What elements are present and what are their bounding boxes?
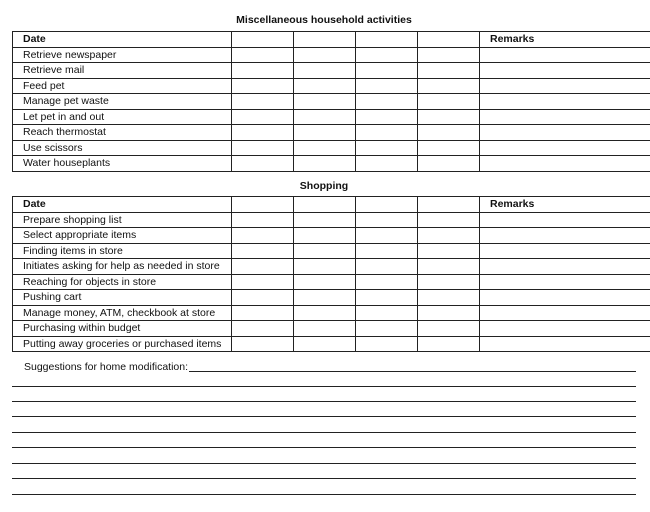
suggestions-write-line[interactable]: [12, 478, 636, 479]
date-cell[interactable]: [356, 78, 418, 94]
activity-label: Retrieve newspaper: [13, 47, 232, 63]
suggestions-write-line[interactable]: [189, 371, 636, 372]
shopping-table: [12, 196, 650, 352]
suggestions-write-line[interactable]: [12, 401, 636, 402]
misc-activities-table: [12, 31, 650, 172]
date-cell[interactable]: [232, 156, 294, 172]
table-row: [13, 336, 650, 352]
suggestions-write-line[interactable]: [12, 447, 636, 448]
date-cell[interactable]: [294, 243, 356, 259]
remarks-cell[interactable]: [480, 63, 650, 79]
date-cell[interactable]: [356, 274, 418, 290]
activity-label: Putting away groceries or purchased items: [13, 336, 232, 352]
date-cell[interactable]: [418, 47, 480, 63]
date-cell[interactable]: [356, 63, 418, 79]
date-cell[interactable]: [232, 32, 294, 48]
date-cell[interactable]: [232, 109, 294, 125]
date-cell[interactable]: [232, 78, 294, 94]
table-header-row: [13, 197, 650, 213]
remarks-cell[interactable]: [480, 156, 650, 172]
activity-label: Initiates asking for help as needed in store: [13, 259, 232, 275]
date-cell[interactable]: [232, 336, 294, 352]
date-cell[interactable]: [356, 290, 418, 306]
date-cell[interactable]: [294, 259, 356, 275]
date-cell[interactable]: [418, 140, 480, 156]
date-cell[interactable]: [356, 94, 418, 110]
table-row: [13, 243, 650, 259]
activity-label: Feed pet: [13, 78, 232, 94]
activity-label: Pushing cart: [13, 290, 232, 306]
remarks-cell[interactable]: [480, 336, 650, 352]
shopping-section-title: Shopping: [299, 180, 349, 192]
activity-label: Reach thermostat: [13, 125, 232, 141]
suggestions-write-line[interactable]: [12, 386, 636, 387]
date-cell[interactable]: [232, 290, 294, 306]
misc-section-title: Miscellaneous household activities: [236, 14, 412, 26]
date-cell[interactable]: [294, 63, 356, 79]
date-cell[interactable]: [294, 47, 356, 63]
date-cell[interactable]: [232, 321, 294, 337]
date-cell[interactable]: [418, 94, 480, 110]
remarks-cell[interactable]: [480, 78, 650, 94]
date-cell[interactable]: [356, 140, 418, 156]
table-row: [13, 47, 650, 63]
date-cell[interactable]: [356, 125, 418, 141]
date-cell[interactable]: [232, 243, 294, 259]
date-cell[interactable]: [418, 259, 480, 275]
date-cell[interactable]: [356, 305, 418, 321]
date-cell[interactable]: [356, 197, 418, 213]
suggestions-write-line[interactable]: [12, 463, 636, 464]
date-cell[interactable]: [356, 243, 418, 259]
remarks-cell[interactable]: [480, 274, 650, 290]
date-cell[interactable]: [356, 321, 418, 337]
date-cell[interactable]: [418, 78, 480, 94]
date-cell[interactable]: [294, 274, 356, 290]
date-cell[interactable]: [294, 94, 356, 110]
remarks-cell[interactable]: [480, 125, 650, 141]
suggestions-write-line[interactable]: [12, 432, 636, 433]
date-cell[interactable]: [294, 305, 356, 321]
activity-label: Manage money, ATM, checkbook at store: [13, 305, 232, 321]
date-cell[interactable]: [356, 212, 418, 228]
suggestions-write-line[interactable]: [12, 416, 636, 417]
date-cell[interactable]: [418, 290, 480, 306]
date-cell[interactable]: [418, 32, 480, 48]
activity-label: Retrieve mail: [13, 63, 232, 79]
table-row: [13, 125, 650, 141]
date-cell[interactable]: [232, 125, 294, 141]
date-cell[interactable]: [294, 32, 356, 48]
date-cell[interactable]: [232, 47, 294, 63]
date-cell[interactable]: [356, 228, 418, 244]
date-cell[interactable]: [294, 125, 356, 141]
date-cell[interactable]: [418, 274, 480, 290]
date-cell[interactable]: [294, 212, 356, 228]
remarks-cell[interactable]: [480, 305, 650, 321]
date-cell[interactable]: [294, 140, 356, 156]
date-cell[interactable]: [418, 156, 480, 172]
remarks-cell[interactable]: [480, 140, 650, 156]
date-cell[interactable]: [232, 305, 294, 321]
table-row: [13, 140, 650, 156]
date-cell[interactable]: [418, 63, 480, 79]
date-cell[interactable]: [356, 336, 418, 352]
date-cell[interactable]: [418, 109, 480, 125]
activity-label: Prepare shopping list: [13, 212, 232, 228]
date-cell[interactable]: [232, 259, 294, 275]
date-cell[interactable]: [418, 212, 480, 228]
date-cell[interactable]: [418, 321, 480, 337]
date-cell[interactable]: [232, 63, 294, 79]
date-cell[interactable]: [356, 259, 418, 275]
date-cell[interactable]: [294, 156, 356, 172]
date-cell[interactable]: [418, 197, 480, 213]
date-cell[interactable]: [294, 321, 356, 337]
activity-label: Select appropriate items: [13, 228, 232, 244]
date-cell[interactable]: [232, 197, 294, 213]
date-cell[interactable]: [294, 197, 356, 213]
date-cell[interactable]: [418, 243, 480, 259]
table-row: [13, 321, 650, 337]
date-cell[interactable]: [232, 274, 294, 290]
date-cell[interactable]: [232, 94, 294, 110]
date-cell[interactable]: [418, 336, 480, 352]
table-row: [13, 63, 650, 79]
date-cell[interactable]: [418, 125, 480, 141]
table-row: [13, 156, 650, 172]
table-row: [13, 305, 650, 321]
table-row: [13, 290, 650, 306]
table-row: [13, 94, 650, 110]
date-cell[interactable]: [232, 140, 294, 156]
remarks-header: Remarks: [480, 197, 650, 213]
remarks-cell[interactable]: [480, 94, 650, 110]
activity-label: Manage pet waste: [13, 94, 232, 110]
table-row: [13, 259, 650, 275]
date-header: Date: [13, 32, 232, 48]
activity-label: Finding items in store: [13, 243, 232, 259]
activity-label: Let pet in and out: [13, 109, 232, 125]
table-row: [13, 212, 650, 228]
suggestions-label: Suggestions for home modification:: [24, 361, 189, 373]
date-cell[interactable]: [232, 228, 294, 244]
date-cell[interactable]: [356, 32, 418, 48]
date-cell[interactable]: [294, 290, 356, 306]
date-cell[interactable]: [294, 228, 356, 244]
remarks-cell[interactable]: [480, 259, 650, 275]
table-row: [13, 274, 650, 290]
date-cell[interactable]: [294, 109, 356, 125]
remarks-header: Remarks: [480, 32, 650, 48]
date-header: Date: [13, 197, 232, 213]
date-cell[interactable]: [294, 78, 356, 94]
remarks-cell[interactable]: [480, 47, 650, 63]
date-cell[interactable]: [356, 109, 418, 125]
date-cell[interactable]: [418, 305, 480, 321]
date-cell[interactable]: [356, 156, 418, 172]
activity-label: Reaching for objects in store: [13, 274, 232, 290]
activity-label: Water houseplants: [13, 156, 232, 172]
date-cell[interactable]: [294, 336, 356, 352]
suggestions-write-line[interactable]: [12, 494, 636, 495]
remarks-cell[interactable]: [480, 228, 650, 244]
activity-label: Purchasing within budget: [13, 321, 232, 337]
table-row: [13, 78, 650, 94]
remarks-cell[interactable]: [480, 321, 650, 337]
remarks-cell[interactable]: [480, 109, 650, 125]
remarks-cell[interactable]: [480, 243, 650, 259]
date-cell[interactable]: [418, 228, 480, 244]
table-row: [13, 109, 650, 125]
activity-label: Use scissors: [13, 140, 232, 156]
date-cell[interactable]: [356, 47, 418, 63]
remarks-cell[interactable]: [480, 290, 650, 306]
table-header-row: [13, 32, 650, 48]
remarks-cell[interactable]: [480, 212, 650, 228]
date-cell[interactable]: [232, 212, 294, 228]
table-row: [13, 228, 650, 244]
